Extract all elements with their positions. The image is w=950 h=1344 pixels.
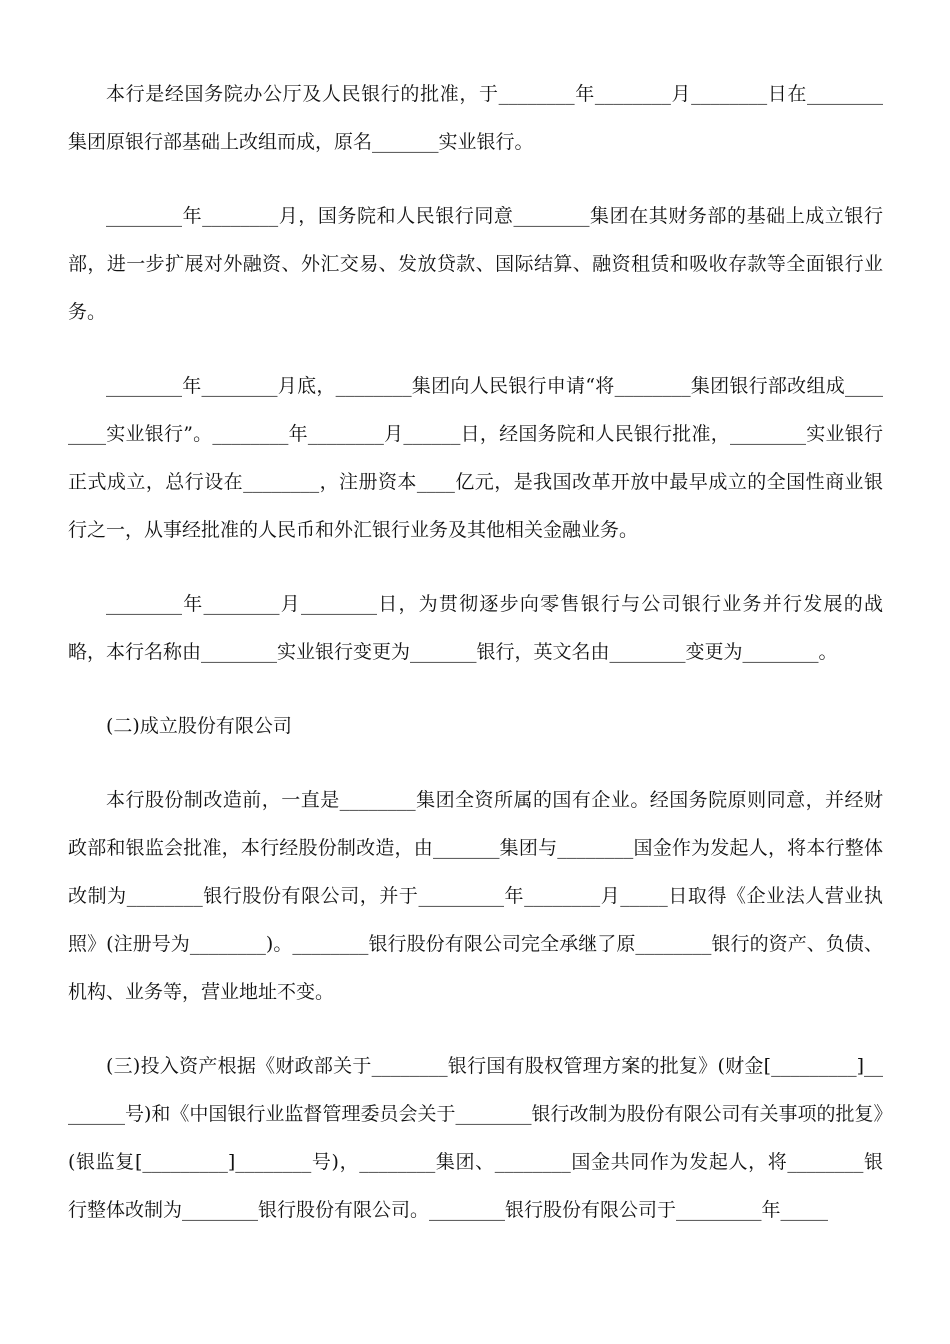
section-heading-joint-stock: (二)成立股份有限公司 [106,715,292,737]
paragraph-joint-stock-reform: 本行股份制改造前，一直是________集团全资所属的国有企业。经国务院原则同意，并经财政部和银监会批准，本行经股份制改造，由_______集团与________国金作为发起人，将本行整体改制为________银行股份有限公司，并于_________年________月_____日取得《企业法人营业执照》(注册号为________)。________银行股份有限公司完全承继了原________银行的资产、负债、机构、业务等，营业地址不变。 [68,789,883,1003]
document-page [68,70,883,1260]
paragraph-bank-establishment: ________年________月底，________集团向人民银行申请“将________集团银行部改组成________实业银行”。________年________月______日，经国务院和人民银行批准，________实业银行正式成立，总行设在________，注册资本____亿元，是我国改革开放中最早成立的全国性商业银行之一，从事经批准的人民币和外汇银行业务及其他相关金融业务。 [68,375,883,541]
paragraph-history-origin: 本行是经国务院办公厅及人民银行的批准，于________年________月________日在________集团原银行部基础上改组而成，原名_______实业银行。 [68,83,883,153]
paragraph-bank-department: ________年________月，国务院和人民银行同意________集团在其财务部的基础上成立银行部，进一步扩展对外融资、外汇交易、发放贷款、国际结算、融资租赁和吸收存款等全面银行业务。 [68,205,883,323]
paragraph-name-change: ________年________月________日，为贯彻逐步向零售银行与公司银行业务并行发展的战略，本行名称由________实业银行变更为_______银行，英文名由________变更为________。 [68,593,883,663]
paragraph-capital-contribution: (三)投入资产根据《财政部关于________银行国有股权管理方案的批复》(财金[_________]________号)和《中国银行业监督管理委员会关于________银行改制为股份有限公司有关事项的批复》(银监复[_________]________号)，________集团、________国金共同作为发起人，将________银行整体改制为________银行股份有限公司。________银行股份有限公司于_________年_____ [68,1055,883,1221]
